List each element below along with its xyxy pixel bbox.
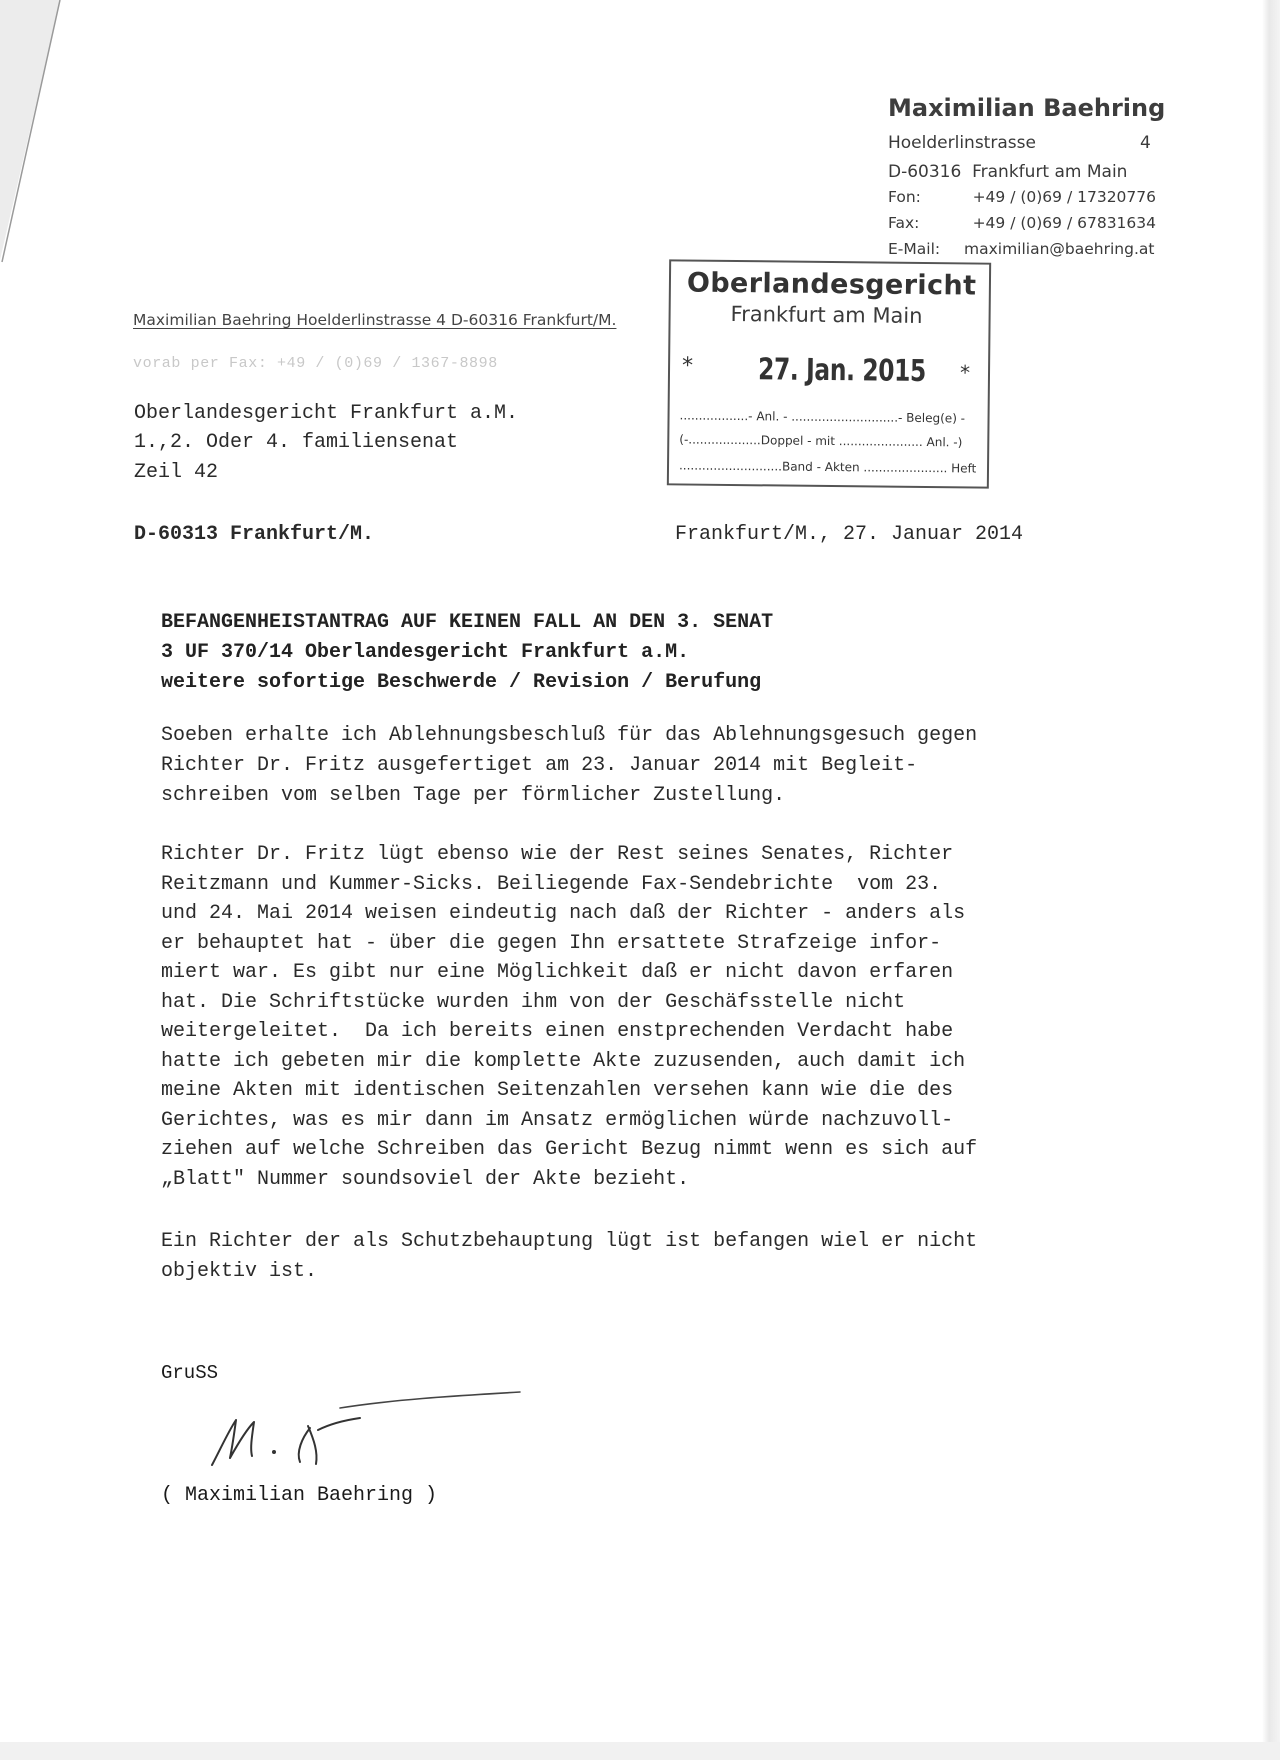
subject-line: BEFANGENHEISTANTRAG AUF KEINEN FALL AN DEN 3. SENAT — [161, 611, 774, 634]
folded-corner — [0, 0, 140, 280]
paragraph-2-line: miert war. Es gibt nur eine Möglichkeit daß er nicht davon erfaren — [161, 961, 954, 984]
addressee-line-3: Zeil 42 — [134, 461, 219, 484]
addressee-line-2: 1.,2. Oder 4. familiensenat — [134, 431, 459, 454]
stamp-row-attachments: ..................- Anl. - ............................- Beleg(e) - — [679, 408, 966, 426]
letterhead-email-value: maximilian@baehring.at — [964, 240, 1155, 258]
page-bottom-edge — [0, 1742, 1280, 1760]
letterhead-fax-label: Fax: — [888, 214, 920, 232]
paragraph-2-line: „Blatt" Nummer soundsoviel der Akte bezieht. — [161, 1168, 690, 1191]
addressee-city: D-60313 Frankfurt/M. — [134, 523, 375, 546]
subject-line: 3 UF 370/14 Oberlandesgericht Frankfurt a.M. — [161, 641, 690, 664]
paragraph-2-line: er behauptet hat - über die gegen Ihn ersattete Strafzeige infor- — [161, 932, 942, 955]
advance-fax-line: vorab per Fax: +49 / (0)69 / 1367-8898 — [133, 355, 498, 372]
place-and-date: Frankfurt/M., 27. Januar 2014 — [675, 523, 1024, 546]
letterhead-name: Maximilian Baehring — [888, 94, 1166, 122]
letterhead-fon-value: +49 / (0)69 / 17320776 — [972, 188, 1156, 206]
stamp-star-right: * — [959, 360, 971, 385]
letterhead-email-label: E-Mail: — [888, 240, 941, 258]
paragraph-2-line: weitergeleitet. Da ich bereits einen enstprechenden Verdacht habe — [161, 1020, 954, 1043]
paragraph-1-line: Richter Dr. Fritz ausgefertiget am 23. Januar 2014 mit Begleit- — [161, 754, 918, 777]
paragraph-3-line: Ein Richter der als Schutzbehauptung lügt ist befangen wiel er nicht — [161, 1230, 978, 1253]
paragraph-2-line: und 24. Mai 2014 weisen eindeutig nach daß der Richter - anders als — [161, 902, 966, 925]
stamp-star-left: * — [681, 353, 694, 379]
paragraph-2-line: ziehen auf welche Schreiben das Gericht Bezug nimmt wenn es sich auf — [161, 1138, 978, 1161]
page-edge — [1262, 0, 1280, 1760]
paragraph-2-line: Richter Dr. Fritz lügt ebenso wie der Rest seines Senates, Richter — [161, 843, 954, 866]
letterhead-house-number: 4 — [1140, 133, 1151, 153]
paragraph-2-line: Gerichtes, was es mir dann im Ansatz ermöglichen würde nachzuvoll- — [161, 1109, 954, 1132]
closing-greeting: GruSS — [161, 1362, 219, 1384]
stamp-row-copies: (-...................Doppel - mit ...................... Anl. -) — [679, 432, 963, 450]
subject-line: weitere sofortige Beschwerde / Revision / Berufung — [161, 671, 762, 694]
paragraph-2-line: hatte ich gebeten mir die komplette Akte zuzusenden, auch damit ich — [161, 1050, 966, 1073]
letterhead-street: Hoelderlinstrasse — [888, 133, 1036, 153]
addressee-line-1: Oberlandesgericht Frankfurt a.M. — [134, 402, 519, 425]
sender-return-address: Maximilian Baehring Hoelderlinstrasse 4 D-60316 Frankfurt/M. — [133, 311, 617, 329]
letterhead-fax-value: +49 / (0)69 / 67831634 — [972, 214, 1156, 232]
signed-name: ( Maximilian Baehring ) — [161, 1484, 438, 1507]
stamp-date: 27. Jan. 2015 — [757, 352, 927, 390]
paragraph-1-line: schreiben vom selben Tage per förmlicher Zustellung. — [161, 784, 786, 807]
stamp-row-volumes: ...........................Band - Akten ...................... Heft — [678, 458, 977, 476]
letterhead-city: D-60316 Frankfurt am Main — [888, 162, 1128, 182]
handwritten-signature — [190, 1380, 530, 1500]
paragraph-2-line: meine Akten mit identischen Seitenzahlen versehen kann wie die des — [161, 1079, 954, 1102]
letterhead-fon-label: Fon: — [888, 188, 921, 206]
paragraph-1-line: Soeben erhalte ich Ablehnungsbeschluß für das Ablehnungsgesuch gegen — [161, 724, 978, 747]
stamp-title: Oberlandesgericht — [686, 267, 977, 302]
paragraph-2-line: Reitzmann und Kummer-Sicks. Beiliegende Fax-Sendebrichte vom 23. — [161, 873, 942, 896]
stamp-subtitle: Frankfurt am Main — [730, 301, 923, 328]
court-receipt-stamp — [667, 259, 991, 488]
paragraph-2-line: hat. Die Schriftstücke wurden ihm von der Geschäfsstelle nicht — [161, 991, 906, 1014]
paragraph-3-line: objektiv ist. — [161, 1260, 318, 1283]
